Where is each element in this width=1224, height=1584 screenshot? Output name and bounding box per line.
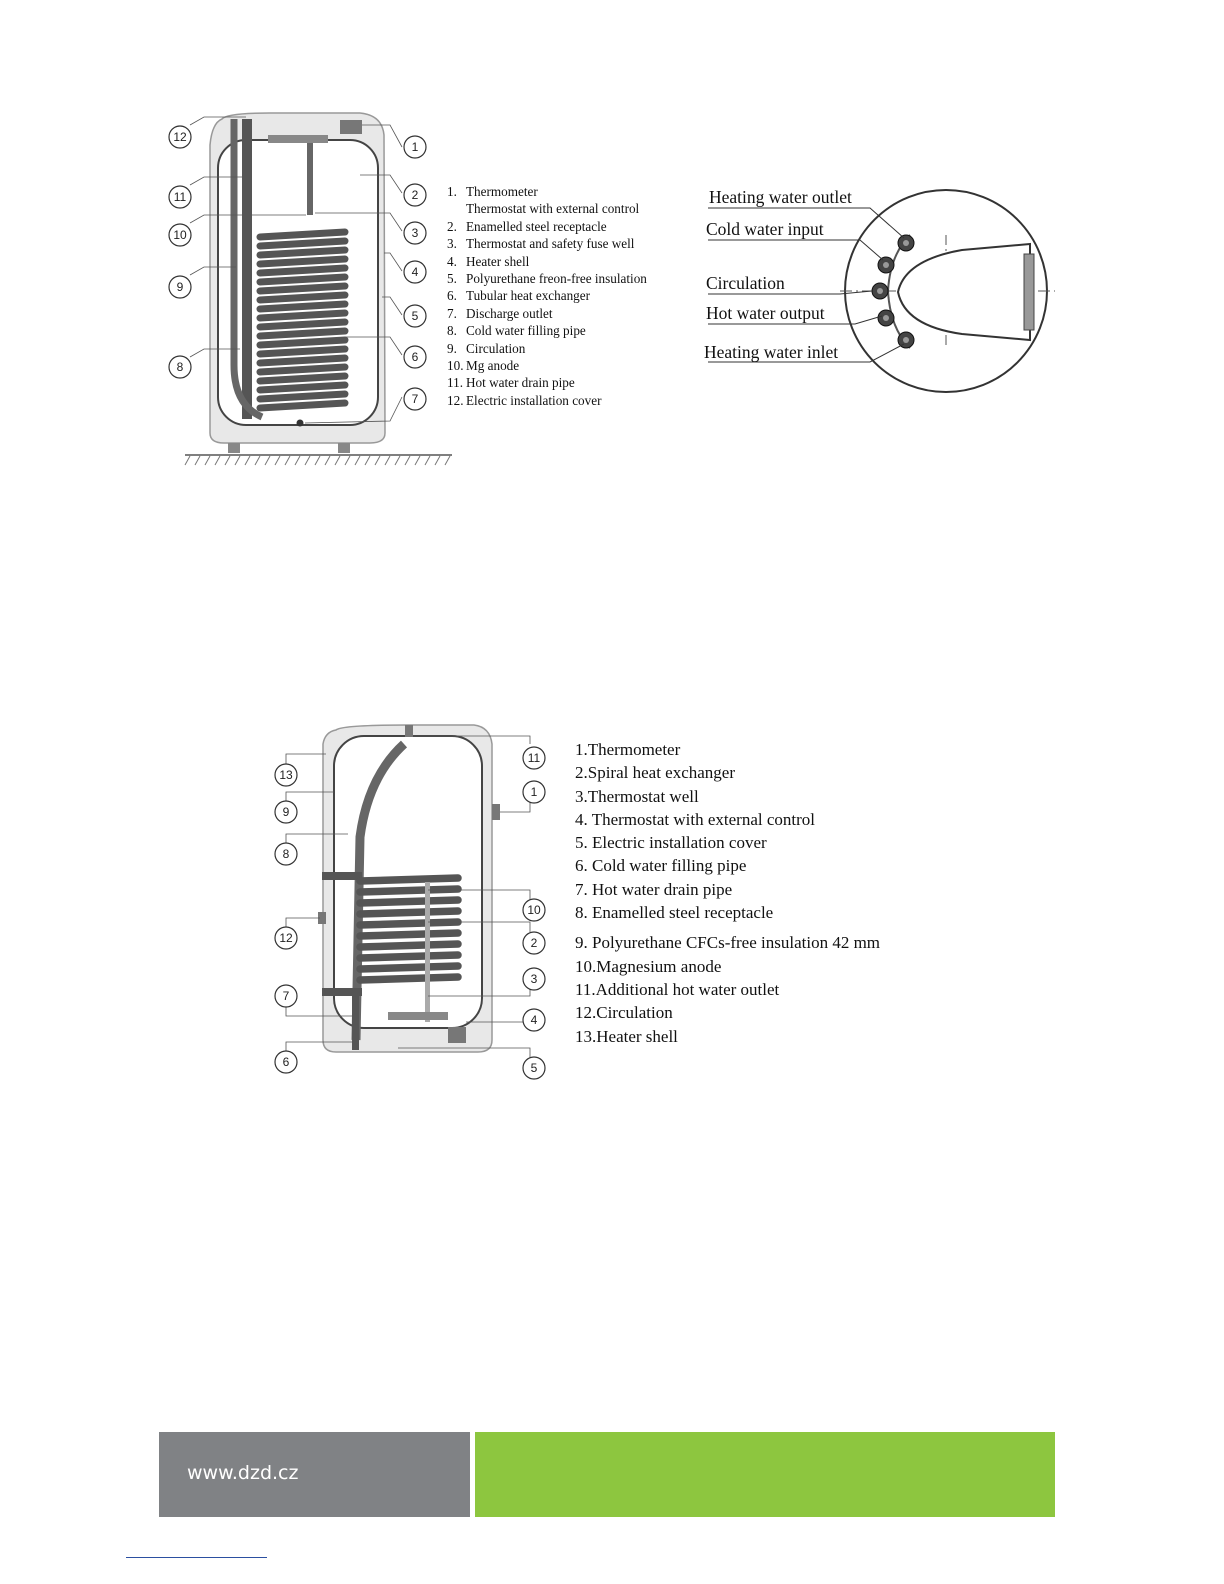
callout-9: 9 <box>176 280 184 294</box>
footnote-separator <box>126 1557 267 1558</box>
callout-12: 12 <box>279 931 293 945</box>
callout-7: 7 <box>282 989 290 1003</box>
legend-item: 6. Tubular heat exchanger <box>447 288 591 304</box>
callout-10: 10 <box>173 228 187 242</box>
legend-item: 12. Electric installation cover <box>447 392 602 408</box>
legend-item: 4. Thermostat with external control <box>575 809 815 829</box>
callout-4: 4 <box>411 265 419 279</box>
legend-item: 12.Circulation <box>575 1003 673 1023</box>
label-hot-water-output: Hot water output <box>706 303 825 323</box>
callout-10: 10 <box>527 903 541 917</box>
legend-item: 13.Heater shell <box>575 1026 678 1046</box>
legend-diagram-2 <box>575 738 880 1048</box>
callout-3: 3 <box>530 972 538 986</box>
legend-item: 9. Circulation <box>447 340 526 356</box>
legend-item: 7. Hot water drain pipe <box>575 879 733 899</box>
callout-6: 6 <box>411 350 419 364</box>
water-heater-diagram-2 <box>268 722 558 1082</box>
label-cold-water-input: Cold water input <box>706 219 824 239</box>
magnesium-anode <box>425 882 430 1022</box>
callout-2: 2 <box>411 188 419 202</box>
callout-4: 4 <box>530 1013 538 1027</box>
cold-water-pipe <box>352 990 359 1050</box>
footer-bar-grey <box>159 1432 470 1517</box>
legend-item: 11. Hot water drain pipe <box>447 375 575 391</box>
legend-item: 5. Polyurethane freon-free insulation <box>447 271 647 287</box>
legend-item: 8. Cold water filling pipe <box>447 323 586 339</box>
legend-item: 3. Thermostat and safety fuse well <box>447 236 635 252</box>
legend-item: 4. Heater shell <box>447 253 530 269</box>
callout-12: 12 <box>173 130 187 144</box>
hot-water-drain-pipe <box>242 119 252 419</box>
callout-2: 2 <box>530 936 538 950</box>
legend-item: 1. Thermometer <box>447 184 538 199</box>
legend-item: 2.Spiral heat exchanger <box>575 763 736 783</box>
legend-item: 3.Thermostat well <box>575 786 699 806</box>
footer-website-link[interactable]: www.dzd.cz <box>187 1462 299 1484</box>
legend-item: 7. Discharge outlet <box>447 305 553 321</box>
callout-11: 11 <box>527 751 541 765</box>
legend-item: 8. Enamelled steel receptacle <box>575 903 774 923</box>
callout-7: 7 <box>411 392 419 406</box>
callout-1: 1 <box>411 140 419 154</box>
legend-item: 9. Polyurethane CFCs-free insulation 42 mm <box>575 933 881 953</box>
thermometer <box>492 804 500 820</box>
callout-13: 13 <box>279 768 293 782</box>
label-circulation: Circulation <box>706 273 785 293</box>
legend-diagram-1 <box>447 183 647 409</box>
electric-cover <box>340 120 362 134</box>
legend-item: 10.Magnesium anode <box>575 956 722 976</box>
callout-3: 3 <box>411 226 419 240</box>
legend-item: Thermostat with external control <box>466 201 640 217</box>
callout-1: 1 <box>530 785 538 799</box>
label-heating-water-inlet: Heating water inlet <box>704 342 839 362</box>
callout-6: 6 <box>282 1055 290 1069</box>
legend-item: 10. Mg anode <box>447 358 520 374</box>
legend-item: 11.Additional hot water outlet <box>575 979 780 999</box>
legend-item: 2. Enamelled steel receptacle <box>447 218 607 234</box>
callout-9: 9 <box>282 805 290 819</box>
callout-8: 8 <box>282 847 290 861</box>
legend-item: 6. Cold water filling pipe <box>575 856 747 876</box>
legend-item: 1.Thermometer <box>575 740 681 759</box>
callout-5: 5 <box>411 309 419 323</box>
callout-11: 11 <box>173 190 187 204</box>
water-heater-diagram-1 <box>160 105 460 475</box>
electric-cover <box>448 1027 466 1043</box>
legend-item: 5. Electric installation cover <box>575 833 767 853</box>
callout-8: 8 <box>176 360 184 374</box>
footer-bar-green <box>475 1432 1055 1517</box>
discharge-outlet <box>297 420 304 427</box>
thermostat-well <box>307 143 313 215</box>
callout-5: 5 <box>530 1061 538 1075</box>
label-heating-water-outlet: Heating water outlet <box>709 187 852 207</box>
